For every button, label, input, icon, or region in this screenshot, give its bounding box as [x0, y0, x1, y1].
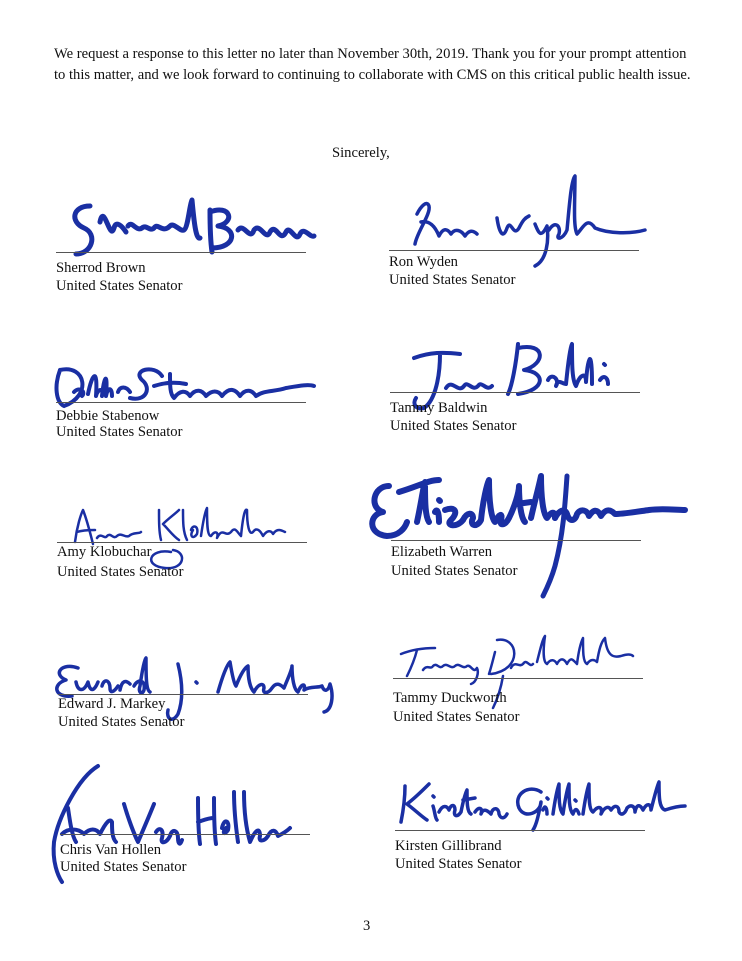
signature-elizabeth-warren: [359, 456, 719, 606]
signature-line: [395, 830, 645, 831]
signatory-name: Amy Klobuchar: [57, 544, 152, 560]
signatory-name: Edward J. Markey: [58, 696, 166, 712]
signature-line: [60, 834, 310, 835]
signatory-name: Sherrod Brown: [56, 260, 146, 276]
signature-line: [57, 542, 307, 543]
signature-line: [56, 252, 306, 253]
signatory-title: United States Senator: [58, 714, 185, 730]
signatory-name: Kirsten Gillibrand: [395, 838, 502, 854]
signatory-title: United States Senator: [60, 859, 187, 875]
closing-paragraph: We request a response to this letter no later than November 30th, 2019. Thank you for your prompt attention to this matter, and we look forward to continuing to collaborate with CMS on this critical public health issue.: [54, 46, 691, 83]
signatory-title: United States Senator: [389, 272, 516, 288]
signatory-name: Debbie Stabenow: [56, 408, 160, 424]
signature-line: [389, 250, 639, 251]
signature-chris-van-hollen: [38, 758, 338, 898]
signatory-name: Tammy Baldwin: [390, 400, 488, 416]
signatory-title: United States Senator: [56, 278, 183, 294]
signatory-title: United States Senator: [57, 564, 184, 580]
signatory-title: United States Senator: [393, 709, 520, 725]
signatory-title: United States Senator: [56, 424, 183, 440]
page-number: 3: [363, 918, 371, 934]
signatory-name: Tammy Duckworth: [393, 690, 507, 706]
signatory-name: Elizabeth Warren: [391, 544, 493, 560]
signature-line: [58, 694, 308, 695]
signatory-name: Ron Wyden: [389, 254, 458, 270]
signature-line: [393, 678, 643, 679]
signature-line: [391, 540, 641, 541]
closing-salutation: Sincerely,: [332, 145, 390, 161]
signature-line: [56, 402, 306, 403]
signatory-title: United States Senator: [395, 856, 522, 872]
signatory-name: Chris Van Hollen: [60, 842, 162, 858]
signatory-title: United States Senator: [390, 418, 517, 434]
signatory-title: United States Senator: [391, 563, 518, 579]
signature-line: [390, 392, 640, 393]
